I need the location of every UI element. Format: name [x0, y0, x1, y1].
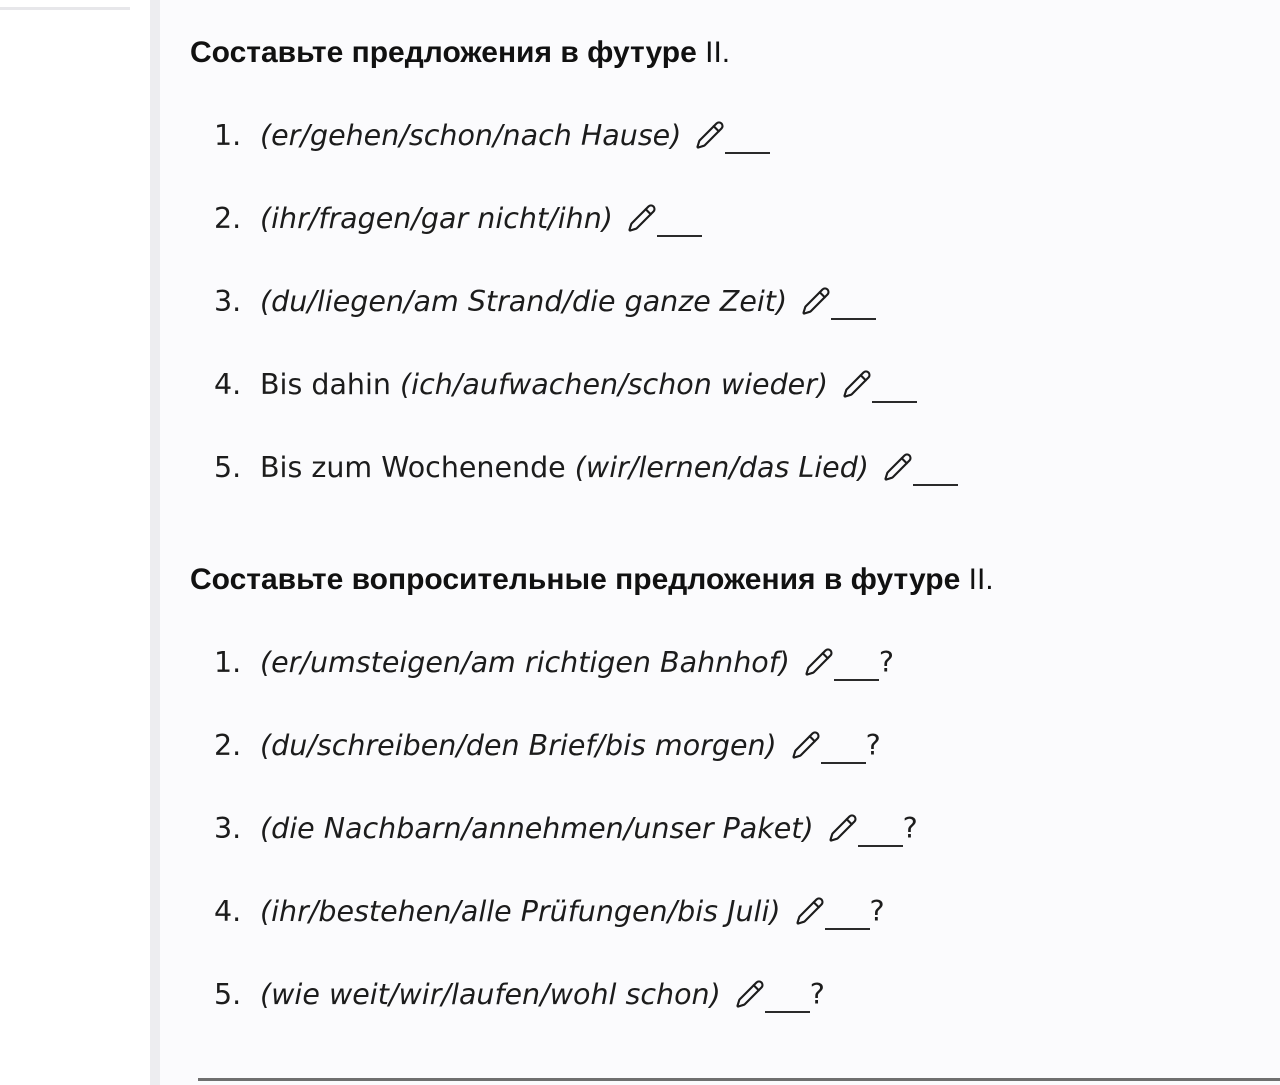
- answer-gap[interactable]: [869, 451, 958, 484]
- pencil-icon-glyph: [791, 730, 821, 760]
- answer-blank[interactable]: [657, 213, 702, 237]
- content-area: [160, 0, 1280, 1085]
- answer-gap[interactable]: [681, 119, 770, 152]
- item-number: 3.: [214, 812, 242, 845]
- item-hint: (wir/lernen/das Lied): [574, 451, 869, 484]
- item-number: 2.: [214, 202, 242, 235]
- item-hint: (ihr/bestehen/alle Prüfungen/bis Juli): [260, 895, 781, 928]
- item-hint: (er/umsteigen/am richtigen Bahnhof): [260, 646, 790, 679]
- answer-blank[interactable]: [821, 740, 866, 764]
- item-number: 4.: [214, 368, 242, 401]
- exercise-list: [190, 621, 1280, 1036]
- exercise-title-suffix: II.: [968, 563, 994, 596]
- pencil-icon-glyph: [828, 813, 858, 843]
- pencil-icon-glyph: [801, 286, 831, 316]
- answer-blank[interactable]: [825, 906, 870, 930]
- item-number: 4.: [214, 895, 242, 928]
- item-hint: (er/gehen/schon/nach Hause): [260, 119, 682, 152]
- exercise-title: [190, 560, 1280, 600]
- exercise-list: [190, 94, 1280, 509]
- item-hint: (ihr/fragen/gar nicht/ihn): [260, 202, 613, 235]
- exercise-item: [214, 260, 1280, 343]
- pencil-icon: [695, 120, 725, 150]
- pencil-icon: [842, 369, 872, 399]
- answer-blank[interactable]: [834, 657, 879, 681]
- item-hint: (ich/aufwachen/schon wieder): [400, 368, 829, 401]
- answer-blank[interactable]: [858, 823, 903, 847]
- answer-blank[interactable]: [913, 462, 958, 486]
- question-mark: ?: [865, 729, 881, 762]
- exercise-section: [190, 33, 1280, 509]
- sidebar-divider: [0, 7, 130, 10]
- exercise-item: [214, 953, 1280, 1036]
- exercise-title-text: Составьте предложения в футуре: [190, 36, 697, 69]
- item-number: 1.: [214, 646, 242, 679]
- answer-gap[interactable]: [777, 729, 866, 762]
- exercise-item: [214, 94, 1280, 177]
- answer-gap[interactable]: [781, 895, 870, 928]
- pencil-icon: [627, 203, 657, 233]
- answer-gap[interactable]: [814, 812, 903, 845]
- item-hint: (wie weit/wir/laufen/wohl schon): [260, 978, 721, 1011]
- exercise-item: [214, 343, 1280, 426]
- question-mark: ?: [809, 978, 825, 1011]
- panel-divider: [150, 0, 160, 1085]
- pencil-icon-glyph: [627, 203, 657, 233]
- exercise-title-suffix: II.: [705, 36, 731, 69]
- item-number: 2.: [214, 729, 242, 762]
- exercise-item: [214, 704, 1280, 787]
- question-mark: ?: [869, 895, 885, 928]
- pencil-icon-glyph: [695, 120, 725, 150]
- pencil-icon-glyph: [883, 452, 913, 482]
- answer-gap[interactable]: [828, 368, 917, 401]
- answer-blank[interactable]: [831, 296, 876, 320]
- pencil-icon: [795, 896, 825, 926]
- answer-gap[interactable]: [790, 646, 879, 679]
- answer-blank[interactable]: [872, 379, 917, 403]
- pencil-icon: [883, 452, 913, 482]
- exercise-item: [214, 787, 1280, 870]
- item-lead-text: Bis zum Wochenende: [260, 451, 566, 484]
- exercise-title-text: Составьте вопросительные предложения в футуре: [190, 563, 961, 596]
- pencil-icon: [804, 647, 834, 677]
- pencil-icon-glyph: [795, 896, 825, 926]
- exercise-item: [214, 621, 1280, 704]
- answer-gap[interactable]: [787, 285, 876, 318]
- item-lead-text: Bis dahin: [260, 368, 391, 401]
- exercise-title: [190, 33, 1280, 73]
- answer-blank[interactable]: [725, 130, 770, 154]
- item-hint: (du/schreiben/den Brief/bis morgen): [260, 729, 777, 762]
- exercise-section: [190, 560, 1280, 1036]
- pencil-icon-glyph: [842, 369, 872, 399]
- question-mark: ?: [902, 812, 918, 845]
- pencil-icon: [801, 286, 831, 316]
- item-number: 5.: [214, 978, 242, 1011]
- pencil-icon-glyph: [735, 979, 765, 1009]
- pencil-icon: [828, 813, 858, 843]
- pencil-icon: [791, 730, 821, 760]
- answer-blank[interactable]: [765, 989, 810, 1013]
- horizontal-rule: [198, 1078, 1280, 1081]
- left-sidebar: [0, 0, 150, 1085]
- item-hint: (du/liegen/am Strand/die ganze Zeit): [260, 285, 788, 318]
- pencil-icon: [735, 979, 765, 1009]
- item-number: 1.: [214, 119, 242, 152]
- question-mark: ?: [878, 646, 894, 679]
- item-hint: (die Nachbarn/annehmen/unser Paket): [260, 812, 814, 845]
- exercise-item: [214, 426, 1280, 509]
- exercise-item: [214, 870, 1280, 953]
- answer-gap[interactable]: [721, 978, 810, 1011]
- item-number: 5.: [214, 451, 242, 484]
- pencil-icon-glyph: [804, 647, 834, 677]
- item-number: 3.: [214, 285, 242, 318]
- exercise-item: [214, 177, 1280, 260]
- answer-gap[interactable]: [613, 202, 702, 235]
